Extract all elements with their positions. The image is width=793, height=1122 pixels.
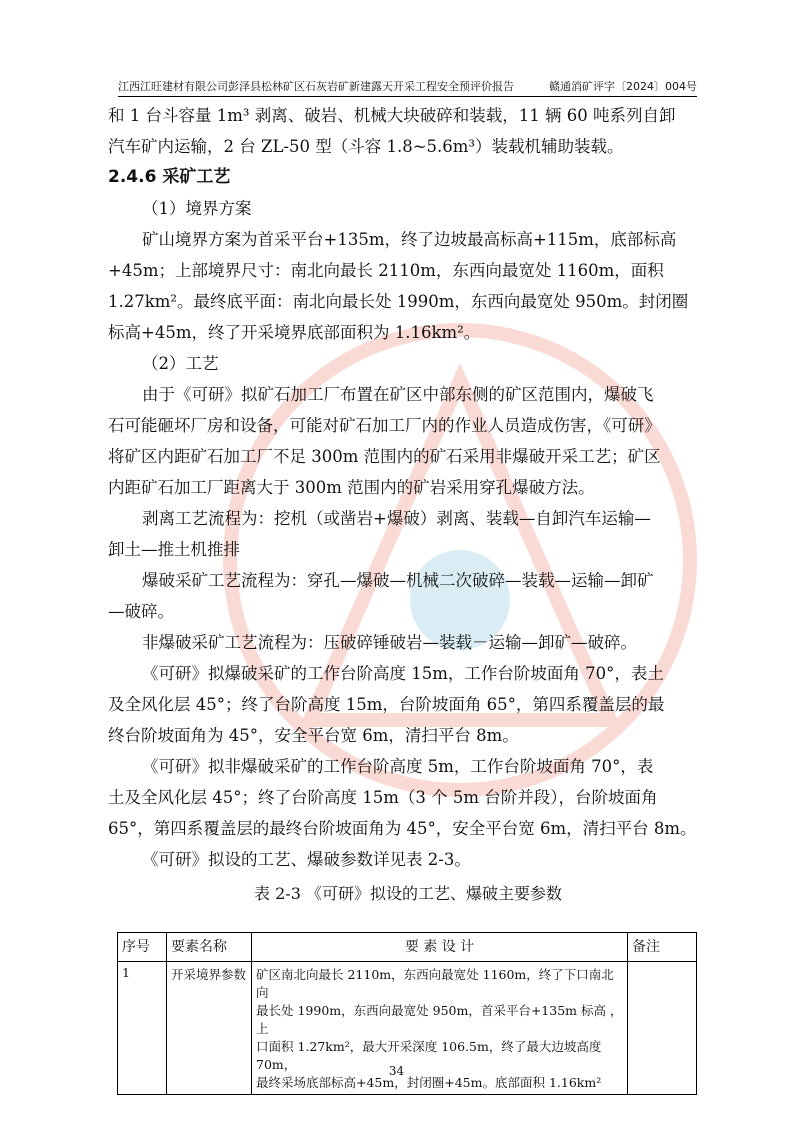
paragraph-line: 卸土—推土机推排 xyxy=(108,540,240,559)
paragraph-line: —破碎。 xyxy=(108,602,174,621)
paragraph-line: 《可研》拟非爆破采矿的工作台阶高度 5m，工作台阶坡面角 70°，表 xyxy=(142,757,654,776)
column-header: 要素名称 xyxy=(167,933,252,962)
header-report-number: 赣通消矿评字〔2024〕004号 xyxy=(549,80,697,93)
column-header: 序号 xyxy=(118,933,167,962)
table-cell-name: 开采境界参数 xyxy=(167,962,252,1095)
page-header xyxy=(118,76,697,97)
design-line: 最长处 1990m，东西向最宽处 950m，首采平台+135m 标高 ，上 xyxy=(256,1003,623,1036)
paragraph-line: 和 1 台斗容量 1m³ 剥离、破岩、机械大块破碎和装载，11 辆 60 吨系列自卸 xyxy=(108,106,676,125)
paragraph-line: 标高+45m，终了开采境界底部面积为 1.16km²。 xyxy=(108,323,481,342)
paragraph-line: 非爆破采矿工艺流程为：压破碎锤破岩—装载－运输—卸矿—破碎。 xyxy=(142,633,637,652)
paragraph-line: 及全风化层 45°；终了台阶高度 15m，台阶坡面角 65°，第四系覆盖层的最 xyxy=(108,695,665,714)
page-number: 34 xyxy=(388,1064,405,1078)
paragraph-line: 将矿区内距矿石加工厂不足 300m 范围内的矿石采用非爆破开采工艺；矿区 xyxy=(108,447,661,466)
paragraph-line: 矿山境界方案为首采平台+135m，终了边坡最高标高+115m，底部标高 xyxy=(142,230,677,249)
paragraph-line: 终台阶坡面角为 45°，安全平台宽 6m，清扫平台 8m。 xyxy=(108,726,519,745)
paragraph-line: 石可能砸坏厂房和设备，可能对矿石加工厂内的作业人员造成伤害，《可研》 xyxy=(108,416,661,435)
paragraph-line: 由于《可研》拟矿石加工厂布置在矿区中部东侧的矿区范围内，爆破飞 xyxy=(142,385,654,404)
column-header: 备注 xyxy=(628,933,697,962)
paragraph-line: 65°，第四系覆盖层的最终台阶坡面角为 45°，安全平台宽 6m，清扫平台 8m。 xyxy=(108,819,697,838)
section-heading: 2.4.6 采矿工艺 xyxy=(108,167,231,187)
design-line: 矿区南北向最长 2110m，东西向最宽处 1160m，终了下口南北向 xyxy=(256,967,614,1000)
paragraph-line: 土及全风化层 45°；终了台阶高度 15m（3 个 5m 台阶并段），台阶坡面角 xyxy=(108,788,658,807)
paragraph-line: 剥离工艺流程为：挖机（或凿岩+爆破）剥离、装载—自卸汽车运输— xyxy=(142,509,651,528)
paragraph-line: 汽车矿内运输，2 台 ZL-50 型（斗容 1.8~5.6m³）装载机辅助装载。 xyxy=(108,137,624,156)
subsection-heading: （1）境界方案 xyxy=(142,199,252,218)
table-header-row xyxy=(118,933,697,962)
design-line: 最终采场底部标高+45m，封闭圈+45m。底部面积 1.16km² xyxy=(256,1075,602,1090)
paragraph-line: 爆破采矿工艺流程为：穿孔—爆破—机械二次破碎—装载—运输—卸矿 xyxy=(142,571,654,590)
paragraph-line: 内距矿石加工厂距离大于 300m 范围内的矿岩采用穿孔爆破方法。 xyxy=(108,478,595,497)
paragraph-line: 《可研》拟爆破采矿的工作台阶高度 15m，工作台阶坡面角 70°，表土 xyxy=(142,664,664,683)
document-body xyxy=(108,100,708,911)
column-header: 要 素 设 计 xyxy=(252,933,628,962)
paragraph-line: 《可研》拟设的工艺、爆破参数详见表 2-3。 xyxy=(142,850,471,869)
table-cell-number: 1 xyxy=(118,962,167,1095)
paragraph-line: 1.27km²。最终底平面：南北向最长处 1990m，东西向最宽处 950m。封闭圈 xyxy=(108,292,689,311)
design-line: 口面积 1.27km²，最大开采深度 106.5m，终了最大边坡高度 70m， xyxy=(256,1039,602,1072)
table-caption: 表 2-3 《可研》拟设的工艺、爆破主要参数 xyxy=(254,884,562,903)
subsection-heading: （2）工艺 xyxy=(142,354,219,373)
header-report-title: 江西江旺建材有限公司彭泽县松林矿区石灰岩矿新建露天开采工程安全预评价报告 xyxy=(118,80,514,93)
paragraph-line: +45m；上部境界尺寸：南北向最长 2110m，东西向最宽处 1160m，面积 xyxy=(108,261,664,280)
